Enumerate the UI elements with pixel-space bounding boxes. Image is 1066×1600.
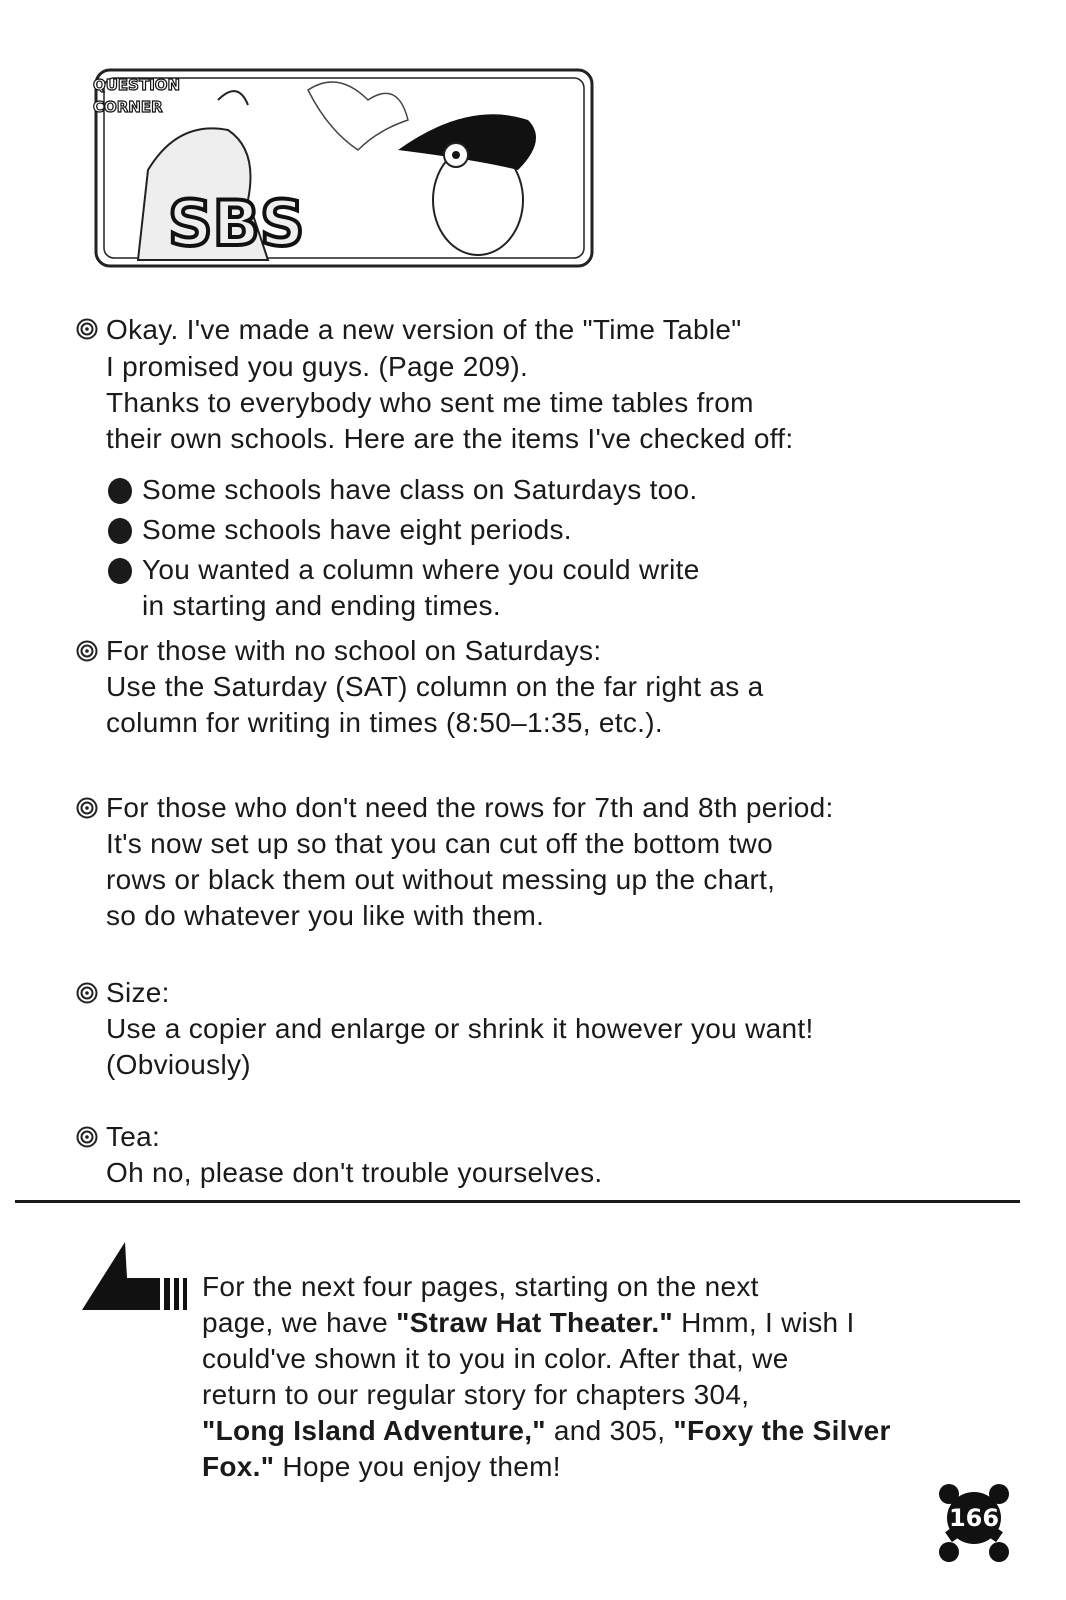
page-number: 166 xyxy=(948,1504,1000,1532)
text-line: their own schools. Here are the items I've checked off: xyxy=(106,423,794,454)
note-line: "Long Island Adventure," and 305, "Foxy the Silver xyxy=(202,1415,891,1446)
spiral-bullet-icon xyxy=(76,318,98,340)
title-foxy-the-silver-fox: "Foxy the Silver xyxy=(673,1415,891,1446)
bullet-item: Some schools have eight periods. xyxy=(142,514,572,545)
note-line: For the next four pages, starting on the next xyxy=(202,1271,759,1302)
section-divider xyxy=(15,1200,1020,1203)
svg-text:QUESTION: QUESTION xyxy=(93,76,181,94)
sbs-logo-text: SBS xyxy=(168,187,305,260)
text-line: column for writing in times (8:50–1:35, etc.). xyxy=(106,707,663,738)
bullet-item-continued: in starting and ending times. xyxy=(142,590,501,621)
note-line: page, we have "Straw Hat Theater." Hmm, I wish I xyxy=(202,1307,855,1338)
spiral-bullet-icon xyxy=(76,1126,98,1148)
bullet-dot-icon xyxy=(108,518,132,544)
text-line: so do whatever you like with them. xyxy=(106,900,545,931)
note-line: return to our regular story for chapters 304, xyxy=(202,1379,750,1410)
bullet-item: You wanted a column where you could write xyxy=(142,554,700,585)
spiral-bullet-icon xyxy=(76,640,98,662)
spiral-bullet-icon xyxy=(76,797,98,819)
question-corner-header xyxy=(78,60,598,275)
bullet-dot-icon xyxy=(108,478,132,504)
text-line: rows or black them out without messing up the chart, xyxy=(106,864,776,895)
text-line: (Obviously) xyxy=(106,1049,251,1080)
text-line: Oh no, please don't trouble yourselves. xyxy=(106,1157,603,1188)
bullet-item: Some schools have class on Saturdays too. xyxy=(142,474,698,505)
text-line: Use the Saturday (SAT) column on the far right as a xyxy=(106,671,764,702)
text-line: Thanks to everybody who sent me time tables from xyxy=(106,387,754,418)
text-line: I promised you guys. (Page 209). xyxy=(106,351,529,382)
note-line: Fox." Hope you enjoy them! xyxy=(202,1451,561,1482)
bullet-dot-icon xyxy=(108,558,132,584)
svg-text:CORNER: CORNER xyxy=(93,98,163,116)
page-number-badge xyxy=(935,1482,1013,1564)
text-line: It's now set up so that you can cut off the bottom two xyxy=(106,828,773,859)
text-line: For those with no school on Saturdays: xyxy=(106,635,602,666)
text-line: For those who don't need the rows for 7th and 8th period: xyxy=(106,792,834,823)
sbs-header-illustration xyxy=(78,60,598,275)
title-straw-hat-theater: "Straw Hat Theater." xyxy=(396,1307,673,1338)
title-long-island-adventure: "Long Island Adventure," xyxy=(202,1415,546,1446)
text-line: Okay. I've made a new version of the "Time Table" xyxy=(106,314,742,345)
text-line: Size: xyxy=(106,977,170,1008)
text-line: Tea: xyxy=(106,1121,161,1152)
note-line: could've shown it to you in color. After that, we xyxy=(202,1343,789,1374)
arrow-pointer-icon xyxy=(80,1240,195,1315)
spiral-bullet-icon xyxy=(76,982,98,1004)
text-line: Use a copier and enlarge or shrink it however you want! xyxy=(106,1013,814,1044)
